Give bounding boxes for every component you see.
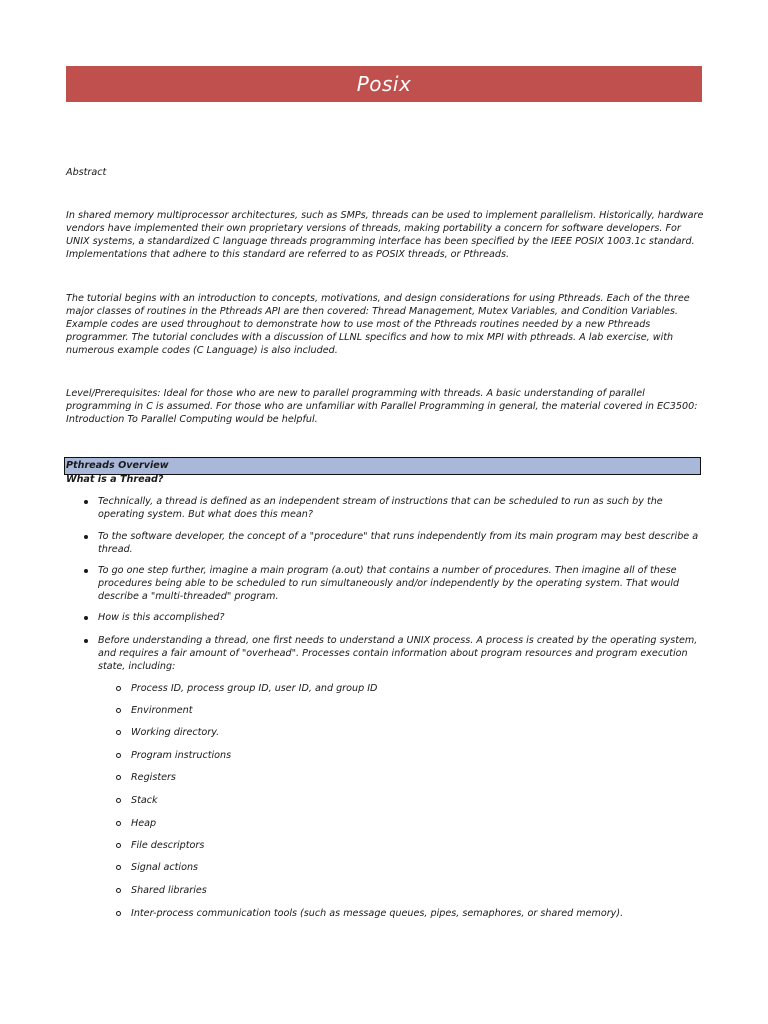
sub-heading-what-is-a-thread: What is a Thread?	[66, 474, 164, 485]
circle-bullet-icon	[116, 753, 121, 758]
sub-item-text: Working directory.	[131, 727, 220, 738]
section-heading-pthreads-overview: Pthreads Overview	[64, 457, 701, 475]
circle-bullet-icon	[116, 888, 121, 893]
circle-bullet-icon	[116, 798, 121, 803]
sub-list-item	[131, 861, 711, 874]
bullet-dot-icon	[84, 535, 88, 539]
bullet-item	[98, 611, 704, 624]
bullet-dot-icon	[84, 639, 88, 643]
sub-list-item	[131, 749, 711, 762]
bullet-text: Before understanding a thread, one first needs to understand a UNIX process. A process is created by the operating system, and requires a fair amount of "overhead". Processes contain information about program resources and program execution state, including:	[98, 635, 698, 672]
bullet-text: Technically, a thread is defined as an independent stream of instructions that can be scheduled to run as such by the operating system. But what does this mean?	[98, 496, 663, 520]
sub-list-item	[131, 839, 711, 852]
bullet-dot-icon	[84, 569, 88, 573]
tutorial-paragraph: The tutorial begins with an introduction to concepts, motivations, and design considerations for using Pthreads. Each of the three major classes of routines in the Pthreads API are then covered: Thread Management, Mutex Variables, and Condition Variables. Example codes are used throughout to demonstrate how to use most of the Pthreads routines needed by a new Pthreads programmer. The tutorial concludes with a discussion of LLNL specifics and how to mix MPI with pthreads. A lab exercise, with numerous example codes (C Language) is also included.	[66, 293, 690, 356]
bullet-item	[98, 530, 704, 556]
bullet-text: How is this accomplished?	[98, 612, 225, 623]
sub-item-text: File descriptors	[131, 840, 205, 851]
sub-item-text: Heap	[131, 818, 157, 829]
sub-list-item	[131, 704, 711, 717]
sub-item-text: Environment	[131, 705, 193, 716]
circle-bullet-icon	[116, 821, 121, 826]
sub-list-item	[131, 817, 711, 830]
bullet-item	[98, 634, 704, 673]
sub-item-text: Shared libraries	[131, 885, 207, 896]
prerequisites-paragraph: Level/Prerequisites: Ideal for those who are new to parallel programming with threads. A basic understanding of parallel programming in C is assumed. For those who are unfamiliar with Parallel Programming in general, the material covered in EC3500: Introduction To Parallel Computing would be helpful.	[66, 388, 698, 425]
sub-list-item	[131, 794, 711, 807]
circle-bullet-icon	[116, 775, 121, 780]
sub-item-text: Signal actions	[131, 862, 199, 873]
circle-bullet-icon	[116, 865, 121, 870]
sub-list-item	[131, 682, 711, 695]
sub-item-text: Registers	[131, 772, 176, 783]
sub-list-item	[131, 884, 711, 897]
circle-bullet-icon	[116, 911, 121, 916]
sub-item-text: Program instructions	[131, 750, 232, 761]
sub-list-item	[131, 907, 711, 920]
bullet-dot-icon	[84, 616, 88, 620]
bullet-text: To go one step further, imagine a main program (a.out) that contains a number of procedures. Then imagine all of these procedures being able to be scheduled to run simultaneously and/or independently by the operating system. That would describe a "multi-threaded" program.	[98, 565, 680, 602]
sub-item-text: Process ID, process group ID, user ID, and group ID	[131, 683, 378, 694]
sub-list-item	[131, 771, 711, 784]
circle-bullet-icon	[116, 686, 121, 691]
intro-paragraph: In shared memory multiprocessor architectures, such as SMPs, threads can be used to implement parallelism. Historically, hardware vendors have implemented their own proprietary versions of threads, making portability a concern for software developers. For UNIX systems, a standardized C language threads programming interface has been specified by the IEEE POSIX 1003.1c standard. Implementations that adhere to this standard are referred to as POSIX threads, or Pthreads.	[66, 210, 704, 260]
bullet-item	[98, 495, 704, 521]
bullet-dot-icon	[84, 500, 88, 504]
sub-item-text: Inter-process communication tools (such as message queues, pipes, semaphores, or shared memory).	[131, 908, 624, 919]
sub-item-text: Stack	[131, 795, 158, 806]
circle-bullet-icon	[116, 730, 121, 735]
abstract-label: Abstract	[66, 167, 107, 178]
sub-list-item	[131, 726, 711, 739]
bullet-item	[98, 564, 704, 603]
circle-bullet-icon	[116, 708, 121, 713]
circle-bullet-icon	[116, 843, 121, 848]
document-title: Posix	[66, 66, 702, 102]
bullet-text: To the software developer, the concept of a "procedure" that runs independently from its main program may best describe a thread.	[98, 531, 699, 555]
